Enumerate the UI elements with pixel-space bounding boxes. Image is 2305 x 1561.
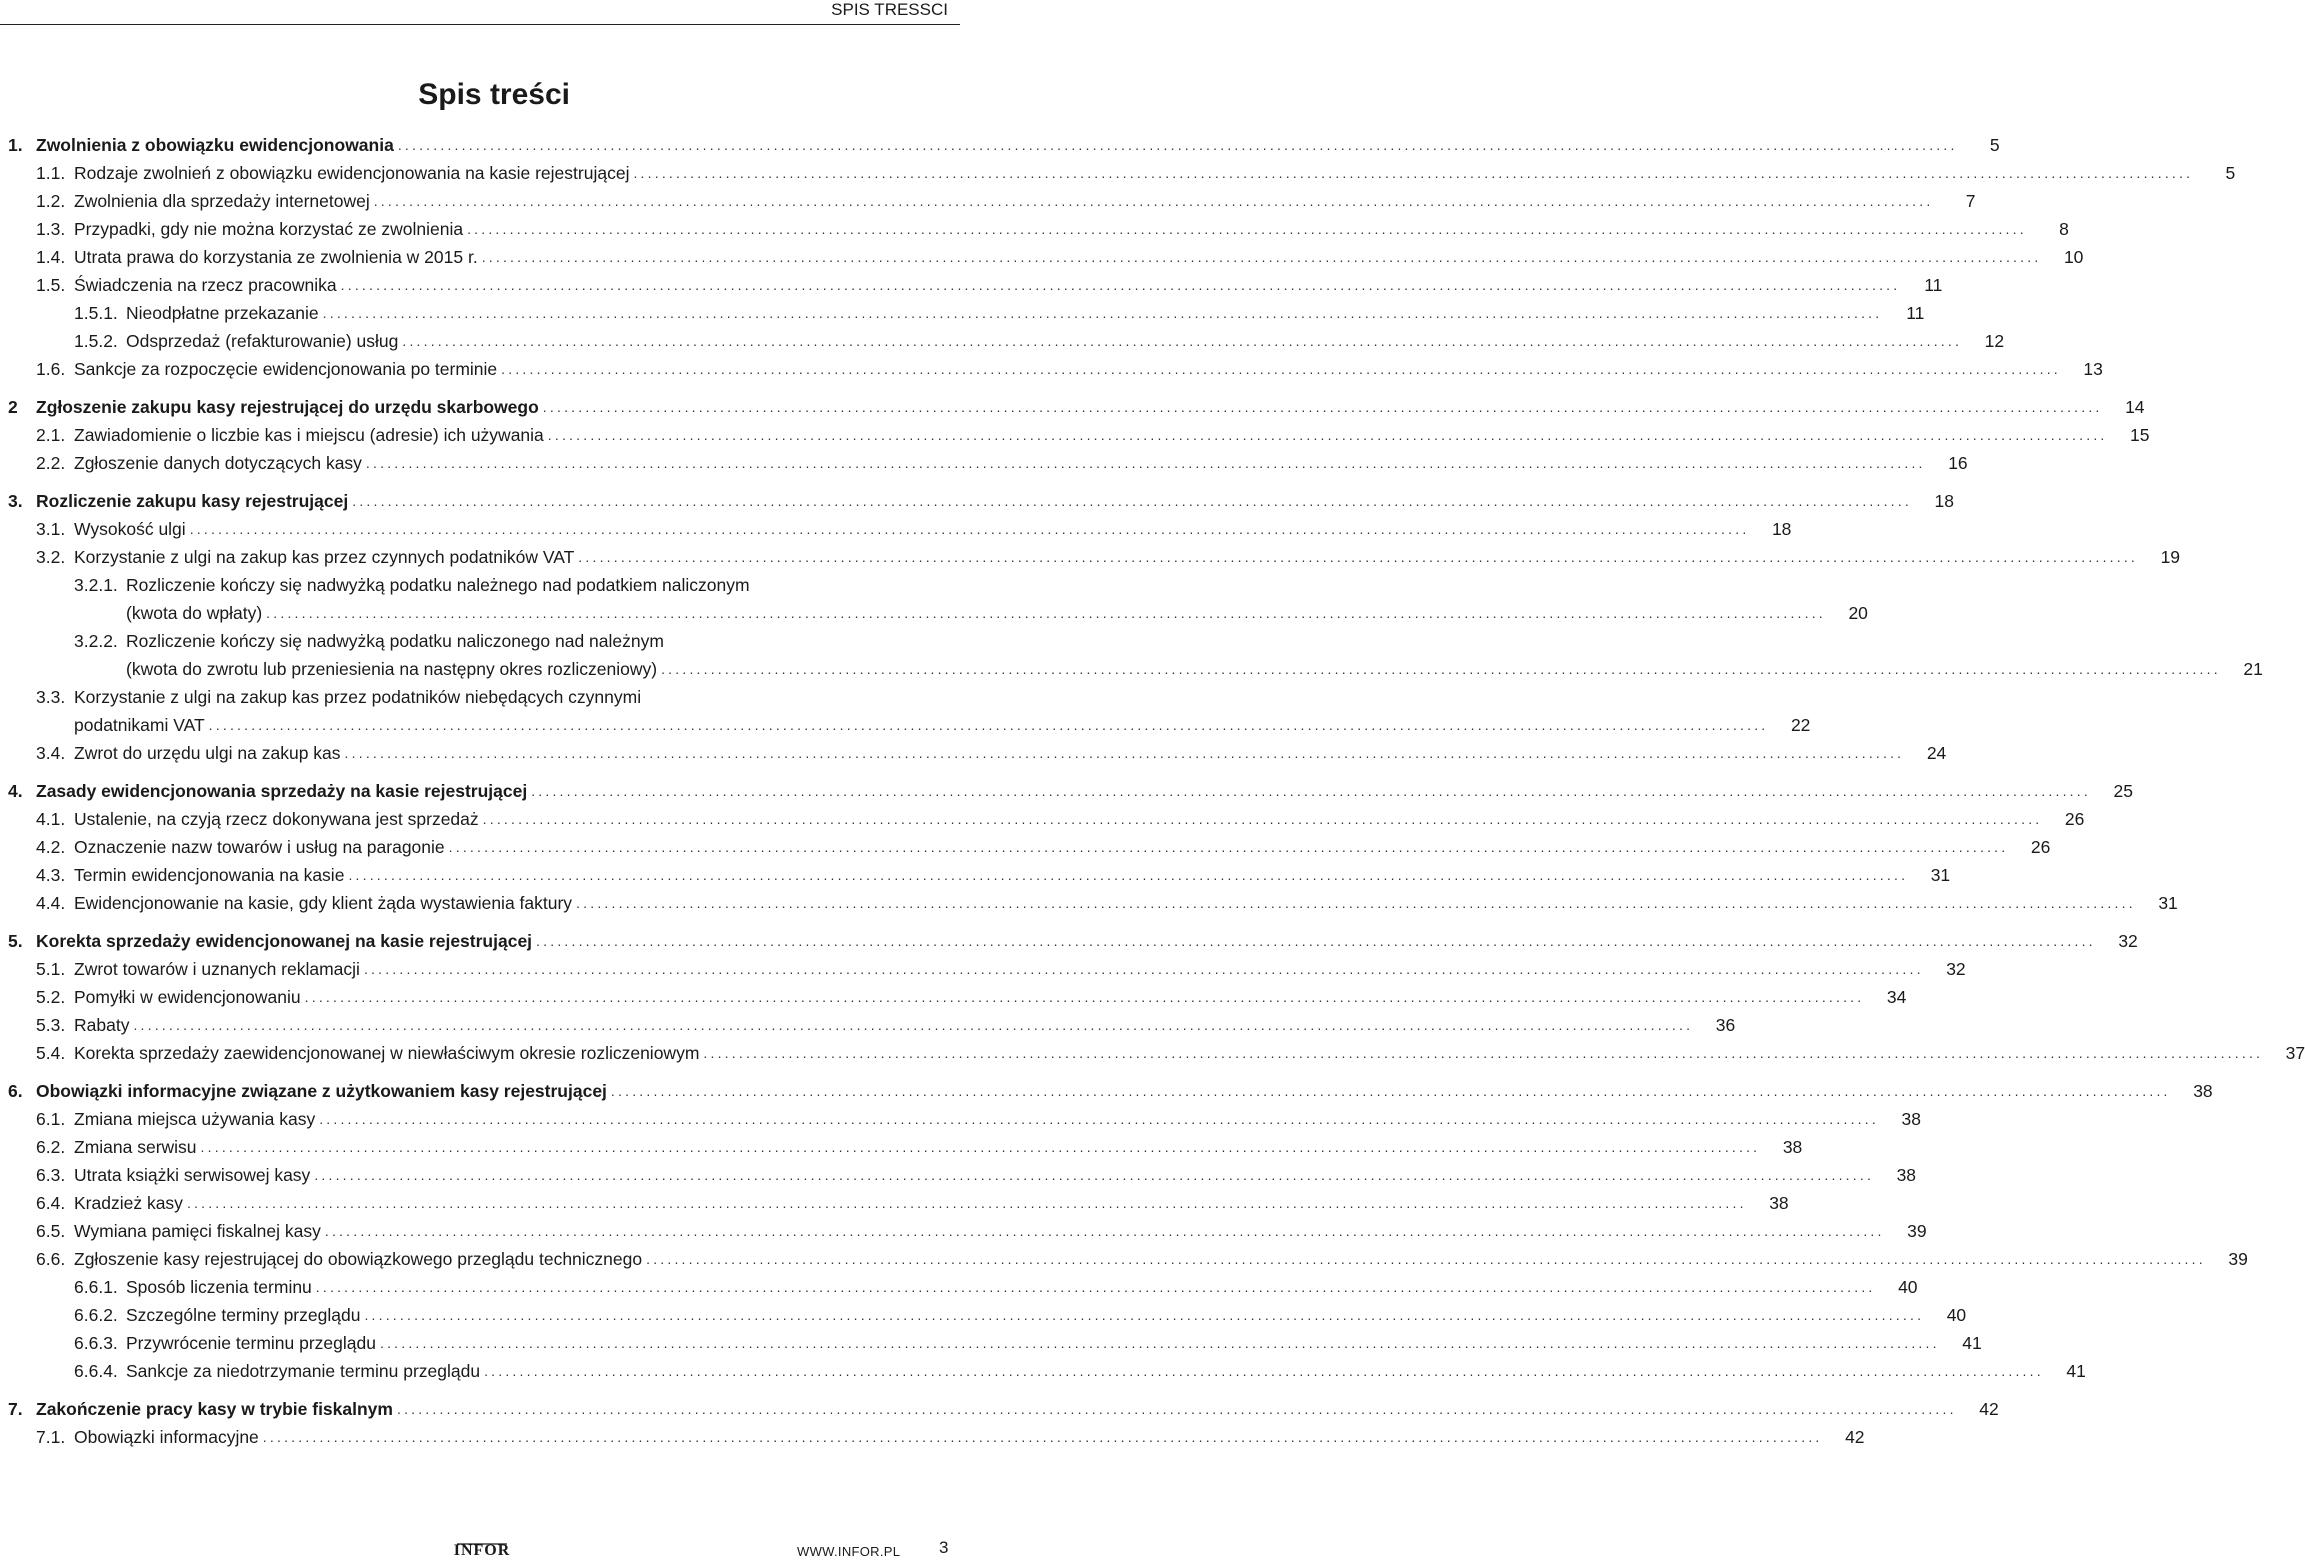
dot-leader: ............................................................................................................................................................................................................................ — [314, 1167, 1875, 1183]
toc-entry-page: 40 — [1946, 1305, 1967, 1325]
toc-entry[interactable] — [8, 327, 2005, 355]
toc-entry-label: Sankcje za niedotrzymanie terminu przeglądu — [126, 1361, 481, 1381]
toc-entry-label: Obowiązki informacyjne — [74, 1427, 259, 1447]
dot-leader: ............................................................................................................................................................................................................................ — [322, 305, 1883, 321]
toc-entry-number: 1.1. — [36, 163, 66, 183]
toc-entry[interactable] — [8, 983, 1907, 1011]
toc-entry-label: Rabaty — [74, 1015, 130, 1035]
toc-entry[interactable] — [8, 1395, 1999, 1423]
table-of-contents — [8, 131, 2305, 1451]
toc-entry-page: 34 — [1886, 987, 1907, 1007]
dot-leader: ............................................................................................................................................................................................................................ — [186, 1195, 1747, 1211]
dot-leader: ............................................................................................................................................................................................................................ — [482, 811, 2043, 827]
toc-entry-number: 4. — [8, 781, 23, 801]
toc-entry-page: 26 — [2064, 809, 2085, 829]
dot-leader: ............................................................................................................................................................................................................................ — [352, 493, 1912, 509]
svg-text:INFOR: INFOR — [453, 1542, 511, 1559]
dot-leader: ............................................................................................................................................................................................................................ — [365, 455, 1926, 471]
toc-entry-number: 3.3. — [36, 687, 66, 707]
toc-entry-page: 32 — [2118, 931, 2138, 951]
toc-entry-label: Rozliczenie zakupu kasy rejestrującej — [36, 491, 349, 511]
dot-leader: ............................................................................................................................................................................................................................ — [208, 717, 1769, 733]
toc-entry-label: Zakończenie pracy kasy w trybie fiskalnym — [36, 1399, 393, 1419]
toc-entry[interactable] — [8, 355, 2103, 383]
toc-entry-number: 3.2.2. — [74, 631, 118, 651]
toc-entry-page: 25 — [2113, 781, 2133, 801]
toc-entry-page: 32 — [1946, 959, 1966, 979]
dot-leader: ............................................................................................................................................................................................................................ — [501, 361, 2061, 377]
infor-logo — [437, 1541, 527, 1557]
toc-entry-page: 39 — [2228, 1249, 2248, 1269]
toc-entry-label: Sankcje za rozpoczęcie ewidencjonowania po terminie — [74, 359, 498, 379]
toc-entry[interactable] — [8, 131, 2000, 159]
toc-entry-number: 4.4. — [36, 893, 66, 913]
toc-entry-number: 1.5.2. — [74, 331, 118, 351]
toc-entry-page: 11 — [1924, 275, 1943, 295]
toc-entry-page: 5 — [2225, 163, 2236, 183]
toc-entry[interactable] — [8, 393, 2145, 421]
toc-entry-page: 41 — [2066, 1361, 2086, 1381]
toc-entry-page: 42 — [1979, 1399, 1999, 1419]
dot-leader: ............................................................................................................................................................................................................................ — [315, 1279, 1876, 1295]
toc-entry[interactable] — [8, 243, 2084, 271]
toc-entry-label: Rozliczenie kończy się nadwyżką podatku naliczonego nad należnym — [126, 631, 664, 651]
toc-entry-page: 20 — [1848, 603, 1868, 623]
dot-leader: ............................................................................................................................................................................................................................ — [448, 839, 2009, 855]
toc-entry-continuation[interactable] — [8, 599, 1868, 627]
toc-entry-label: Oznaczenie nazw towarów i usług na paragonie — [74, 837, 445, 857]
footer-url[interactable]: WWW.INFOR.PL — [797, 1544, 901, 1559]
toc-entry-label: Kradzież kasy — [74, 1193, 183, 1213]
dot-leader: ............................................................................................................................................................................................................................ — [661, 661, 2221, 677]
toc-entry[interactable] — [8, 1011, 1736, 1039]
toc-entry-page: 39 — [1907, 1221, 1927, 1241]
toc-entry-label: Zmiana serwisu — [74, 1137, 197, 1157]
toc-entry-label: Zwolnienia z obowiązku ewidencjonowania — [36, 135, 394, 155]
toc-entry[interactable] — [8, 543, 2181, 571]
toc-entry-number: 4.1. — [36, 809, 66, 829]
dot-leader: ............................................................................................................................................................................................................................ — [189, 521, 1750, 537]
toc-entry-number: 6.6. — [36, 1249, 66, 1269]
toc-entry-label: Zasady ewidencjonowania sprzedaży na kasie rejestrującej — [36, 781, 528, 801]
toc-entry-label: Sposób liczenia terminu — [126, 1277, 312, 1297]
dot-leader: ............................................................................................................................................................................................................................ — [304, 989, 1865, 1005]
dot-leader: ............................................................................................................................................................................................................................ — [397, 137, 1958, 153]
dot-leader: ............................................................................................................................................................................................................................ — [576, 895, 2136, 911]
toc-entry-label: Korekta sprzedaży zaewidencjonowanej w niewłaściwym okresie rozliczeniowym — [74, 1043, 700, 1063]
toc-entry[interactable] — [8, 159, 2236, 187]
toc-entry-number: 6.1. — [36, 1109, 66, 1129]
dot-leader: ............................................................................................................................................................................................................................ — [319, 1111, 1879, 1127]
dot-leader: ............................................................................................................................................................................................................................ — [324, 1223, 1885, 1239]
toc-entry-label-cont: (kwota do wpłaty) — [126, 603, 263, 623]
toc-entry-label: Pomyłki w ewidencjonowaniu — [74, 987, 301, 1007]
dot-leader: ............................................................................................................................................................................................................................ — [340, 277, 1901, 293]
toc-entry-page: 8 — [2059, 219, 2069, 239]
toc-entry-number: 1.2. — [36, 191, 66, 211]
toc-entry[interactable] — [8, 487, 1954, 515]
toc-entry-label: Zawiadomienie o liczbie kas i miejscu (adresie) ich używania — [74, 425, 544, 445]
toc-entry-page: 38 — [1896, 1165, 1917, 1185]
toc-entry-page: 18 — [1771, 519, 1792, 539]
toc-entry[interactable] — [8, 739, 1947, 767]
toc-entry-page: 41 — [1962, 1333, 1982, 1353]
toc-entry[interactable] — [8, 187, 1976, 215]
toc-entry-page: 31 — [1930, 865, 1951, 885]
toc-entry-label: Zwrot towarów i uznanych reklamacji — [74, 959, 360, 979]
toc-entry-page: 19 — [2160, 547, 2181, 567]
toc-entry-page: 38 — [1901, 1109, 1921, 1129]
dot-leader: ............................................................................................................................................................................................................................ — [396, 1401, 1957, 1417]
toc-entry-label: Wymiana pamięci fiskalnej kasy — [74, 1221, 321, 1241]
toc-entry-number: 6.5. — [36, 1221, 66, 1241]
toc-entry[interactable] — [8, 683, 954, 711]
toc-entry-page: 14 — [2125, 397, 2145, 417]
toc-entry-label: Utrata książki serwisowej kasy — [74, 1165, 311, 1185]
toc-entry-label: Utrata prawa do korzystania ze zwolnienia w 2015 r. — [74, 247, 478, 267]
toc-entry[interactable] — [8, 955, 1966, 983]
toc-entry-label: Świadczenia na rzecz pracownika — [74, 275, 337, 295]
toc-entry-page: 37 — [2285, 1043, 2305, 1063]
toc-entry-number: 1.3. — [36, 219, 66, 239]
toc-entry-page: 18 — [1934, 491, 1954, 511]
toc-entry-page: 42 — [1845, 1427, 1865, 1447]
toc-entry-label: Korzystanie z ulgi na zakup kas przez czynnych podatników VAT — [74, 547, 575, 567]
toc-entry-label: Zmiana miejsca używania kasy — [74, 1109, 316, 1129]
toc-entry[interactable] — [8, 571, 954, 599]
toc-entry-page: 15 — [2130, 425, 2150, 445]
dot-leader: ............................................................................................................................................................................................................................ — [484, 1363, 2044, 1379]
running-title: SPIS TRESSCI — [831, 0, 948, 19]
toc-entry-number: 2 — [8, 397, 18, 417]
toc-entry-number: 5.1. — [36, 959, 66, 979]
dot-leader: ............................................................................................................................................................................................................................ — [364, 1307, 1925, 1323]
dot-leader: ............................................................................................................................................................................................................................ — [536, 933, 2096, 949]
dot-leader: ............................................................................................................................................................................................................................ — [262, 1429, 1823, 1445]
toc-entry[interactable] — [8, 1423, 1865, 1451]
toc-entry-number: 3. — [8, 491, 23, 511]
toc-entry-number: 3.2. — [36, 547, 66, 567]
toc-entry-label: Korekta sprzedaży ewidencjonowanej na kasie rejestrującej — [36, 931, 533, 951]
toc-entry[interactable] — [8, 1329, 1982, 1357]
toc-entry[interactable] — [8, 299, 1925, 327]
dot-leader: ............................................................................................................................................................................................................................ — [578, 549, 2139, 565]
toc-entry-page: 11 — [1906, 303, 1925, 323]
toc-entry-number: 1.6. — [36, 359, 66, 379]
dot-leader: ............................................................................................................................................................................................................................ — [348, 867, 1909, 883]
dot-leader: ............................................................................................................................................................................................................................ — [531, 783, 2091, 799]
toc-entry-number: 1.5.1. — [74, 303, 118, 323]
toc-entry-number: 3.4. — [36, 743, 66, 763]
toc-entry-label: Obowiązki informacyjne związane z użytkowaniem kasy rejestrującej — [36, 1081, 607, 1101]
dot-leader: ............................................................................................................................................................................................................................ — [373, 193, 1934, 209]
toc-entry-page: 5 — [1989, 135, 2000, 155]
toc-entry-label: Ustalenie, na czyją rzecz dokonywana jest sprzedaż — [74, 809, 479, 829]
toc-entry-label: Rodzaje zwolnień z obowiązku ewidencjonowania na kasie rejestrującej — [74, 163, 630, 183]
toc-entry[interactable] — [8, 1245, 2248, 1273]
toc-entry-number: 5.3. — [36, 1015, 66, 1035]
toc-entry-page: 21 — [2243, 659, 2263, 679]
toc-entry-label-cont: (kwota do zwrotu lub przeniesienia na następny okres rozliczeniowy) — [126, 659, 658, 679]
toc-entry-number: 6. — [8, 1081, 23, 1101]
toc-entry-number: 1.4. — [36, 247, 66, 267]
toc-entry-label-cont: podatnikami VAT — [74, 715, 205, 735]
toc-entry-continuation[interactable] — [8, 711, 1811, 739]
toc-entry-label: Zgłoszenie danych dotyczących kasy — [74, 453, 362, 473]
toc-entry-label: Termin ewidencjonowania na kasie — [74, 865, 345, 885]
toc-entry[interactable] — [8, 805, 2085, 833]
page-number: 3 — [939, 1538, 949, 1557]
toc-entry[interactable] — [8, 833, 2051, 861]
toc-entry[interactable] — [8, 1301, 1967, 1329]
toc-entry-page: 7 — [1965, 191, 1976, 211]
toc-entry-label: Zgłoszenie kasy rejestrującej do obowiązkowego przeglądu technicznego — [74, 1249, 643, 1269]
toc-entry-number: 1.5. — [36, 275, 66, 295]
dot-leader: ............................................................................................................................................................................................................................ — [266, 605, 1826, 621]
dot-leader: ............................................................................................................................................................................................................................ — [344, 745, 1905, 761]
toc-entry[interactable] — [8, 271, 1943, 299]
toc-entry-label: Rozliczenie kończy się nadwyżką podatku należnego nad podatkiem naliczonym — [126, 575, 750, 595]
toc-entry[interactable] — [8, 927, 2138, 955]
toc-entry-label: Odsprzedaż (refakturowanie) usług — [126, 331, 399, 351]
toc-entry-page: 40 — [1898, 1277, 1918, 1297]
toc-entry-number: 2.1. — [36, 425, 66, 445]
dot-leader: ............................................................................................................................................................................................................................ — [481, 249, 2042, 265]
toc-entry[interactable] — [8, 1357, 2086, 1385]
toc-entry-number: 5.4. — [36, 1043, 66, 1063]
dot-leader: ............................................................................................................................................................................................................................ — [402, 333, 1963, 349]
toc-entry-number: 6.4. — [36, 1193, 66, 1213]
toc-entry-number: 3.2.1. — [74, 575, 118, 595]
toc-entry-label: Zwolnienia dla sprzedaży internetowej — [74, 191, 370, 211]
toc-entry[interactable] — [8, 627, 954, 655]
toc-entry[interactable] — [8, 215, 2069, 243]
toc-entry-page: 22 — [1790, 715, 1811, 735]
dot-leader: ............................................................................................................................................................................................................................ — [133, 1017, 1694, 1033]
toc-entry-number: 7.1. — [36, 1427, 66, 1447]
toc-entry-page: 16 — [1948, 453, 1968, 473]
toc-entry[interactable] — [8, 515, 1792, 543]
toc-entry-label: Szczególne terminy przeglądu — [126, 1305, 361, 1325]
toc-entry[interactable] — [8, 861, 1951, 889]
toc-entry[interactable] — [8, 1105, 1921, 1133]
toc-entry-label: Zwrot do urzędu ulgi na zakup kas — [74, 743, 341, 763]
toc-entry[interactable] — [8, 1161, 1917, 1189]
toc-entry-label: Ewidencjonowanie na kasie, gdy klient żąda wystawienia faktury — [74, 893, 573, 913]
toc-entry-page: 24 — [1926, 743, 1947, 763]
toc-entry-number: 1. — [8, 135, 23, 155]
toc-entry-page: 10 — [2063, 247, 2084, 267]
toc-entry-number: 5. — [8, 931, 23, 951]
toc-entry-number: 2.2. — [36, 453, 66, 473]
toc-entry[interactable] — [8, 1039, 2305, 1067]
dot-leader: ............................................................................................................................................................................................................................ — [646, 1251, 2206, 1267]
toc-entry-page: 26 — [2030, 837, 2051, 857]
toc-entry-page: 38 — [2193, 1081, 2213, 1101]
toc-entry[interactable] — [8, 1077, 2213, 1105]
dot-leader: ............................................................................................................................................................................................................................ — [610, 1083, 2171, 1099]
toc-entry-number: 4.2. — [36, 837, 66, 857]
toc-entry-number: 7. — [8, 1399, 23, 1419]
dot-leader: ............................................................................................................................................................................................................................ — [542, 399, 2103, 415]
toc-entry-number: 5.2. — [36, 987, 66, 1007]
dot-leader: ............................................................................................................................................................................................................................ — [633, 165, 2194, 181]
dot-leader: ............................................................................................................................................................................................................................ — [467, 221, 2027, 237]
toc-entry-page: 31 — [2158, 893, 2178, 913]
toc-entry-page: 12 — [1984, 331, 2005, 351]
toc-entry[interactable] — [8, 777, 2133, 805]
toc-entry-page: 38 — [1782, 1137, 1803, 1157]
dot-leader: ............................................................................................................................................................................................................................ — [703, 1045, 2264, 1061]
toc-entry[interactable] — [8, 1133, 1803, 1161]
dot-leader: ............................................................................................................................................................................................................................ — [379, 1335, 1940, 1351]
toc-entry-number: 6.2. — [36, 1137, 66, 1157]
running-header — [0, 0, 960, 25]
toc-entry[interactable] — [8, 1273, 1918, 1301]
toc-entry-page: 13 — [2083, 359, 2103, 379]
toc-entry-label: Wysokość ulgi — [74, 519, 186, 539]
toc-entry-page: 38 — [1769, 1193, 1789, 1213]
page-title: Spis treści — [418, 78, 570, 111]
toc-entry[interactable] — [8, 1217, 1927, 1245]
toc-entry[interactable] — [8, 889, 2178, 917]
toc-entry-number: 6.6.1. — [74, 1277, 118, 1297]
toc-entry-label: Zgłoszenie zakupu kasy rejestrującej do urzędu skarbowego — [36, 397, 539, 417]
toc-entry-number: 6.6.2. — [74, 1305, 118, 1325]
dot-leader: ............................................................................................................................................................................................................................ — [547, 427, 2108, 443]
dot-leader: ............................................................................................................................................................................................................................ — [200, 1139, 1761, 1155]
toc-entry-number: 6.6.3. — [74, 1333, 118, 1353]
toc-entry-number: 6.6.4. — [74, 1361, 118, 1381]
toc-entry[interactable] — [8, 1189, 1789, 1217]
toc-entry-number: 6.3. — [36, 1165, 66, 1185]
toc-entry-label: Nieodpłatne przekazanie — [126, 303, 319, 323]
toc-entry-number: 3.1. — [36, 519, 66, 539]
toc-entry-label: Przywrócenie terminu przeglądu — [126, 1333, 376, 1353]
toc-entry-page: 36 — [1715, 1015, 1736, 1035]
toc-entry-label: Korzystanie z ulgi na zakup kas przez podatników niebędących czynnymi — [74, 687, 642, 707]
toc-entry-number: 4.3. — [36, 865, 66, 885]
dot-leader: ............................................................................................................................................................................................................................ — [363, 961, 1924, 977]
toc-entry-label: Przypadki, gdy nie można korzystać ze zwolnienia — [74, 219, 464, 239]
toc-entry[interactable] — [8, 421, 2150, 449]
toc-entry[interactable] — [8, 449, 1968, 477]
toc-entry-continuation[interactable] — [8, 655, 2263, 683]
